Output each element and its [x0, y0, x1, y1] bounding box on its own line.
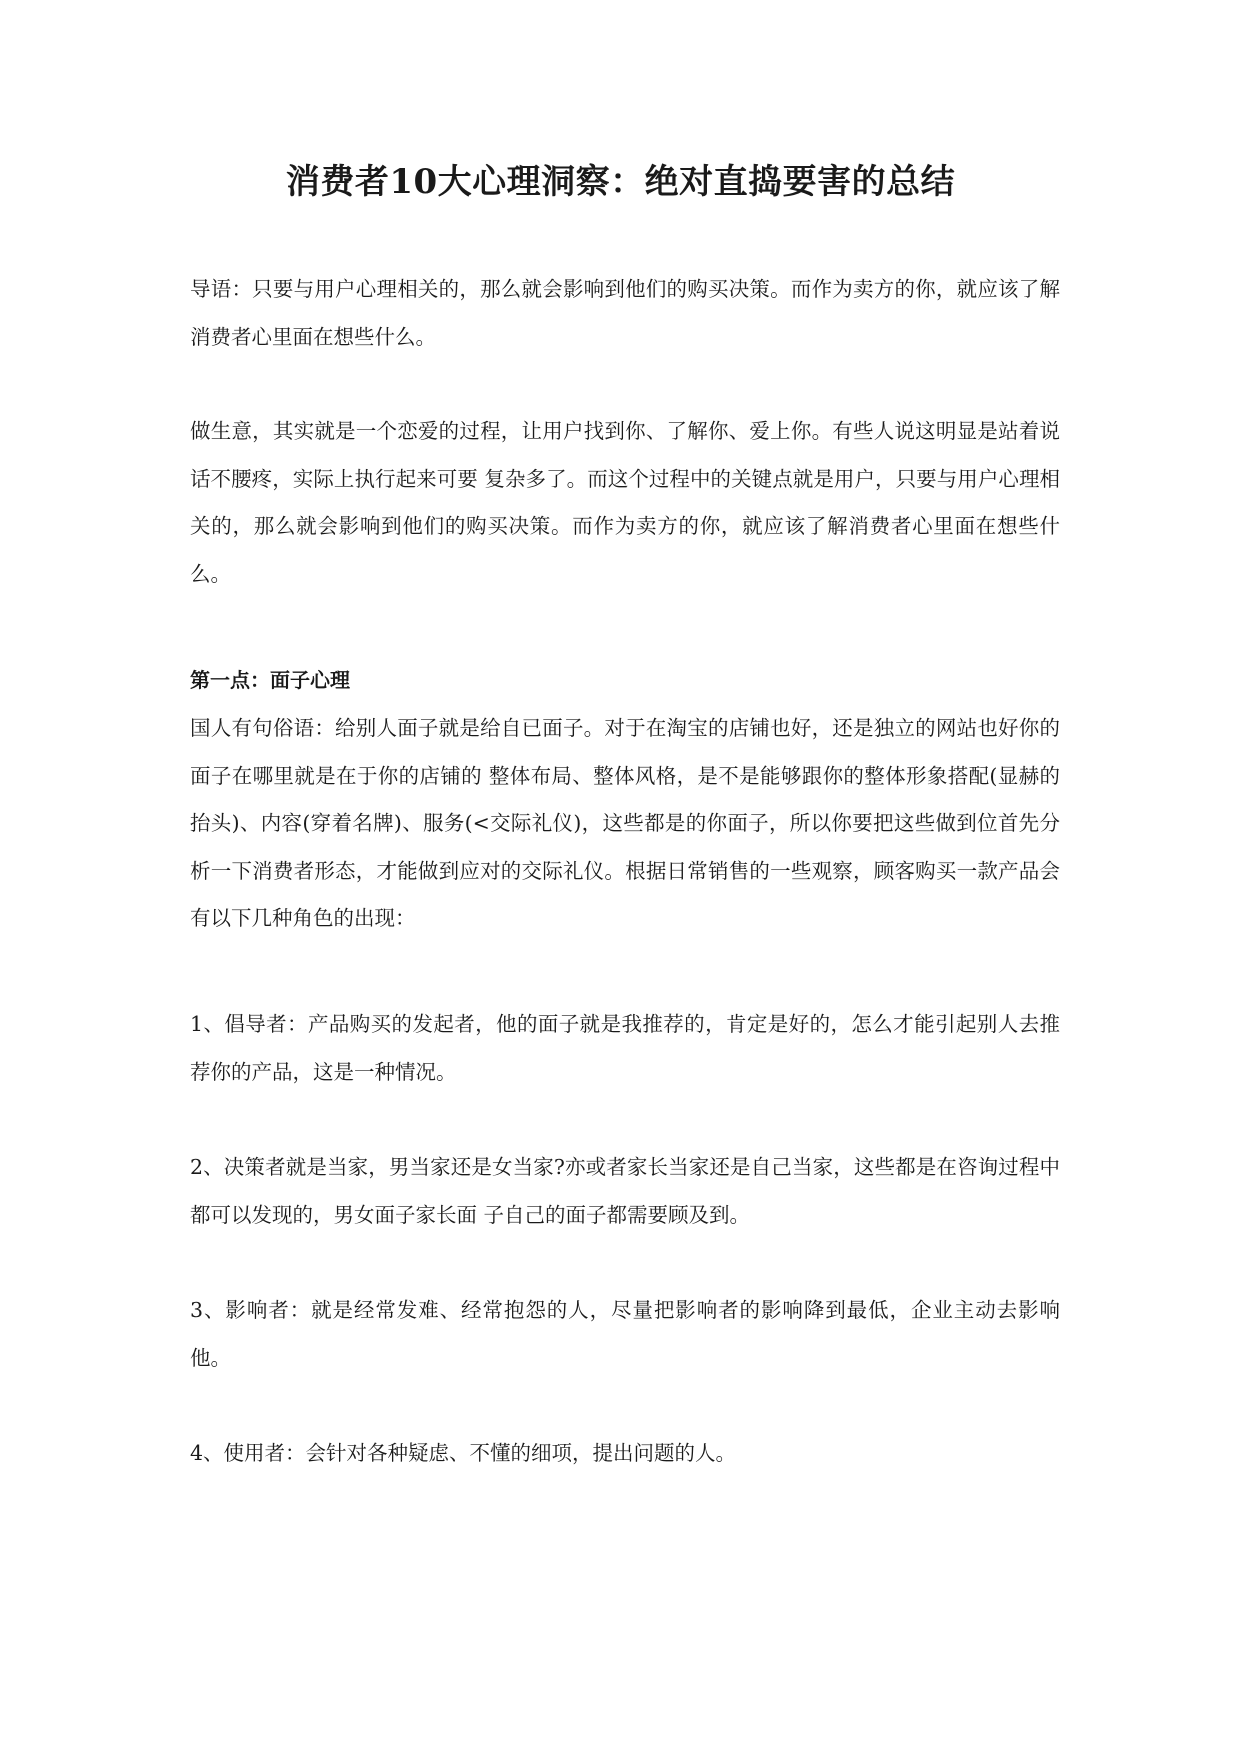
section-heading: 第一点：面子心理	[190, 668, 350, 692]
intro-paragraph: 导语：只要与用户心理相关的，那么就会影响到他们的购买决策。而作为卖方的你，就应该了解消费者心里面在想些什么。	[190, 277, 1060, 349]
list-item: 2、决策者就是当家，男当家还是女当家?亦或者家长当家还是自己当家，这些都是在咨询过程中都可以发现的，男女面子家长面 子自己的面子都需要顾及到。	[190, 1155, 1060, 1227]
list-item: 3、影响者：就是经常发难、经常抱怨的人，尽量把影响者的影响降到最低，企业主动去影响他。	[190, 1298, 1060, 1370]
section-paragraph: 国人有句俗语：给别人面子就是给自已面子。对于在淘宝的店铺也好，还是独立的网站也好你的面子在哪里就是在于你的店铺的 整体布局、整体风格，是不是能够跟你的整体形象搭配(显赫的抬头)、内容(穿着名牌)、服务(<交际礼仪)，这些都是的你面子，所以你要把这些做到位首先分析一下消费者形态，才能做到应对的交际礼仪。根据日常销售的一些观察，顾客购买一款产品会有以下几种角色的出现：	[190, 716, 1060, 930]
document-title: 消费者10大心理洞察：绝对直捣要害的总结	[285, 162, 956, 202]
list-item: 1、倡导者：产品购买的发起者，他的面子就是我推荐的，肯定是好的，怎么才能引起别人去推荐你的产品，这是一种情况。	[190, 1012, 1060, 1084]
list-item: 4、使用者：会针对各种疑虑、不懂的细项，提出问题的人。	[190, 1441, 737, 1465]
body-paragraph: 做生意，其实就是一个恋爱的过程，让用户找到你、了解你、爱上你。有些人说这明显是站着说话不腰疼，实际上执行起来可要 复杂多了。而这个过程中的关键点就是用户，只要与用户心理相关的，那么就会影响到他们的购买决策。而作为卖方的你，就应该了解消费者心里面在想些什么。	[190, 419, 1060, 586]
